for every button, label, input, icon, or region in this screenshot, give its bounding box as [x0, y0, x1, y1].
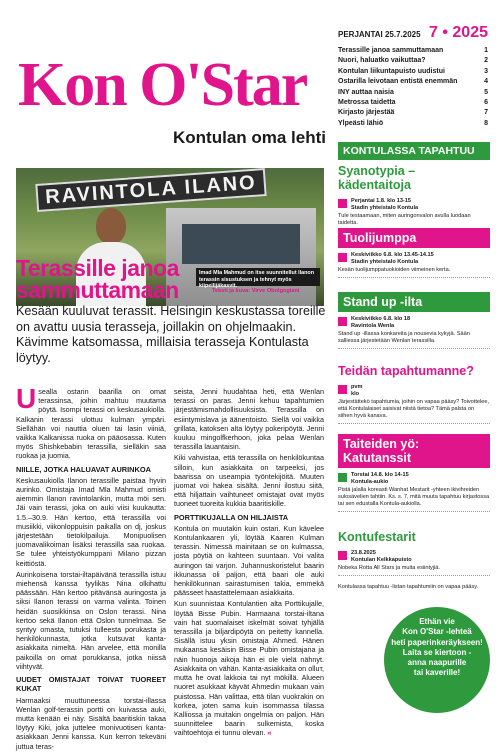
- paragraph: Kiki vahvistaa, että terassilla on henkilökuntaa silloin, kun asiakkaita on tarpeeksi, jos baarissa on useampia työntekijöitä. Muuten juomat voi hakea sisältä. Jenni ilostuu siitä, että hiljattain vaihtuneet omistajat ovat myös tuoneet tuoreita kukkia baaritiskille.: [174, 453, 324, 509]
- paragraph: Aurinkoisena torstai-iltapäivänä terassilla istuu miehensä kanssa tyylikäs Nina olkihattu päässään. Hän kertoo pitävänsä auringosta ja siksi Ilanon terassi on varma valinta. Toinen heidän suosikkinsa on Oslon terassi. Nina kertoo sekä Ilanon että Oslon tunnelmaa. Se syntyy omasta, tutuksi tulleesta porukasta ja henkilökunnasta, jotka kutsuvat kanta-asiakkaita nimeltä. Hän arvelee, että monilla paikoilla on omat porukkansa, jotka niissä viihtyvät.: [16, 569, 166, 671]
- event-when: Keskiviikko 6.8. klo 18: [351, 316, 411, 322]
- event-description: Järjestättekö tapahtumia, joihin on vapaa pääsy? Toivottelee, että Kontulalaiset saisivat niistä tietoa? Tämä palsta on siihen hyvä kanava.: [338, 399, 490, 419]
- event-where: Stadin yhteistalo Kontula: [351, 204, 419, 211]
- event-description: Nobeka Rotta All Stars ja muita esiintyjiä.: [338, 565, 440, 572]
- event-section: [338, 228, 490, 278]
- table-of-contents: [338, 46, 488, 129]
- event-description: Pistä jalalla koreasti Wanhat Mestarit -yhteen ikivihreiden sulosävelien tahtiin. Ks. s. 7, mitä muuta tapahtuu kirjastossa tai sen edustalla Kontula-aukiolla.: [338, 487, 490, 507]
- issue-date: PERJANTAI 25.7.2025: [338, 30, 421, 39]
- event-when: Torstai 14.8. klo 14-15: [351, 472, 409, 478]
- issue-number: 7 • 2025: [429, 24, 488, 41]
- article-lead: Kesään kuuluvat terassit. Helsingin keskustassa toreille on avattu uusia terasseja, joillakin on ohjelmaakin. Kävimme katsomassa, millaisia terasseja Kontulasta löytyy.: [16, 304, 326, 365]
- toc-item[interactable]: Kontulan liikuntapuisto uudistui 3: [338, 67, 488, 75]
- restaurant-sign: RAVINTOLA ILANO: [35, 168, 266, 212]
- subheading: NIILLE, JOTKA HALUAVAT AURINKOA: [16, 464, 151, 474]
- subheading: PORTTIKUJALLA ON HILJAISTA: [174, 512, 289, 522]
- article-column-1: [16, 383, 166, 753]
- article-column-2: [174, 387, 324, 740]
- masthead: [12, 40, 330, 160]
- toc-item[interactable]: Ostarilla leivotaan entistä enemmän 4: [338, 78, 488, 86]
- toc-item[interactable]: Kirjasto järjestää 7: [338, 109, 488, 117]
- event-description: Kesän tuolijumppatuokioiden viimeinen kerta.: [338, 267, 451, 274]
- event-description: Tule testaamaan, miten auringonvalon avulla luodaan taidetta.: [338, 213, 471, 226]
- toc-item[interactable]: INY auttaa naisia 5: [338, 88, 488, 96]
- event-marker-icon: [338, 317, 347, 326]
- event-description: Stand up -illassa konkareita ja nousevia kykyjä. Sään salliessa järjestetään Wenlan terassilla.: [338, 331, 470, 344]
- paragraph: Usealla ostarin baarilla on omat terassinsa, joihin mahtuu muutama pöytä. Isompi terassi on keskusaukiolla. Kalkanin terassi ulottuu kulman ympäri. Siellähän voi nauttia oluen tai lasin viiniä, vaikka Kalkanissa ruoka on pääosassa. Kuten myös Shishkebabin terassilla, sielläkin saa ruokaa ja juomia.: [16, 383, 166, 461]
- event-title: Teidän tapahtumanne?: [338, 364, 474, 378]
- photo-caption: Imad Mla Mahmud on itse suunnitellut Ilanon terassin sisustuksen ja tehnyt myös kiipeilijäkasvit.: [196, 268, 320, 286]
- event-section: [338, 434, 490, 512]
- event-where: Ravintola Wenla: [351, 322, 395, 329]
- event-when: 23.8.2025: [351, 550, 376, 556]
- event-title: Tuolijumppa: [338, 228, 490, 248]
- event-marker-icon: [338, 199, 347, 208]
- toc-item[interactable]: Nuori, haluatko vaikuttaa? 2: [338, 57, 488, 65]
- event-section: [338, 292, 490, 349]
- paragraph: Kun suunnistaa Kontulantien alta Porttikujalle, löytää Bisse Pubin. Harmaana torstai-iltana vain hat suomalaiset iskelmät soivat tyhjällä terassilla ja biljardipöytä on peitetty kannella. Sisällä istuu yksin omistaja Ahmed. Hänen mukaansa kesäisin Bisse Pubin omistajana ja näin huonoja aikoja hän ei ole vielä nähnyt. Asiakkaita on vähän. Kanta-asiakkaita on olluт, mutta he ovat lakkoia tai nyt mökillä. Alueen nuoret asukkaat käyvät Ahmedin mukaan vain puistossa. Hän valittaa, että tilan vuokrakin on korkea, joten sama kuin isommassa tilassa Kalliossa ja muitakin ongelmia on paljon. Hän suunnittelee baarin sulkemista, koska vaihtoehtoja ei tunnu olevan. «: [174, 599, 324, 738]
- promo-badge: Ethän vie Kon O'Star -lehteä heti paperinkeräykseen! Laita se kiertoon - anna naapurille tai kaverille!: [384, 607, 490, 713]
- sidebar-header: KONTULASSA TAPAHTUU: [338, 142, 490, 160]
- toc-item[interactable]: Terassille janoa sammuttamaan 1: [338, 47, 488, 54]
- subheading: UUDET OMISTAJAT TOIVAT TUOREET KUKAT: [16, 675, 166, 694]
- event-when: pvm: [351, 384, 363, 390]
- tagline: Kontulan oma lehti: [173, 128, 326, 147]
- paragraph: Keskusaukiolla Ilanon terassille paistaa hyvin aurinko. Omistaja Imad Mla Mahmud omisti aiemmin Ilanon ravintolankin, mutta möi sen. Jäi vain terassi, joka on auki viisi kuukautta: 1.5.–30.9. Hän kertoo, että terassilla voi musiikki, viikonloppuisin paikalla on dj, joskus järjestetään tietokilpailuja. Monipuolisen juomavalikoiman lisäksi terassilla saa ruokaa. Se tulee yhteistyökumppani Milano pizzan keittiöstä.: [16, 475, 166, 568]
- event-where: Kontulan Kelkkapuisto: [351, 556, 412, 563]
- event-section: [338, 528, 490, 591]
- sidebar-footer-note: Kontulassa tapahtuu -listan tapahtumiin on vapaa pääsy.: [338, 583, 479, 590]
- event-when: Perjantai 1.8. klo 13-15: [351, 198, 412, 204]
- event-title: Kontufestarit: [338, 530, 416, 544]
- event-where: klo: [351, 390, 360, 397]
- toc-item[interactable]: Metrossa taidetta 6: [338, 99, 488, 107]
- event-when: Keskiviikko 6.8. klo 13.45-14.15: [351, 252, 434, 258]
- event-title: Taiteiden yö: Katutanssit: [338, 434, 490, 468]
- event-where: Kontula-aukio: [351, 478, 389, 485]
- event-marker-icon: [338, 253, 347, 262]
- event-title: Syanotypia – kädentaitoja: [338, 164, 416, 192]
- article-end-mark: «: [267, 728, 272, 738]
- event-marker-icon: [338, 385, 347, 394]
- paragraph: seista, Jenni huudahtaa heti, että Wenlan terassi on paras. Jenni kehuu tapahtumien järjestämismahdollisuuksista. Terassilla on esiintymislava ja äänentoisto. Siellä voi vaikka grillata, katoksen alta löytyy pokeripöytä. Jenni kuuluu mingolfkerhoon, joka pelaa Wenlan terassilla lauantaisin.: [174, 387, 324, 452]
- paragraph: Kontula on muutakin kuin ostari. Kun kävelee Kontulankaaren yli, löytää Kaaren Kulman terassin. Nimessä mainitaan se on kulmassa, josta pöytiä on kahteen suuntaan. Voi valita auringon tai varjon. Juhannuskoristelut baarin ikkunassa oli paljon, että baari ole auki henkilökunnan sairastumisen takia, emmekä päässeet haastattelemaan asiakkaita.: [174, 523, 324, 598]
- article-headline: Terassille janoa sammuttamaan: [16, 255, 179, 303]
- toc-item[interactable]: Ylpeästi lähiö 8: [338, 119, 488, 127]
- event-title: Stand up -ilta: [338, 292, 490, 312]
- logo: Kon O'Star: [18, 51, 307, 119]
- event-marker-icon: [338, 551, 347, 560]
- event-section: [338, 362, 490, 424]
- event-marker-icon: [338, 473, 347, 482]
- event-section: [338, 162, 490, 231]
- paragraph: Harmaaksi muuttuneessa torstai-illassa Wenlan golf-terassin portti on kuivassa auki, mutta kenään ei näy. Sisältä baaritiskin takaa löytyy Kiki, joka juttelee monivuotisen kanta-asiakkaan Jenni kanssa. Kun kerron tekeväni juttua teras-: [16, 695, 166, 751]
- dropcap: U: [16, 383, 37, 414]
- article-credit: Teksti ja kuva: Virve Obolgogiani: [212, 288, 300, 294]
- event-where: Stadin yhteistalo Kontula: [351, 258, 419, 265]
